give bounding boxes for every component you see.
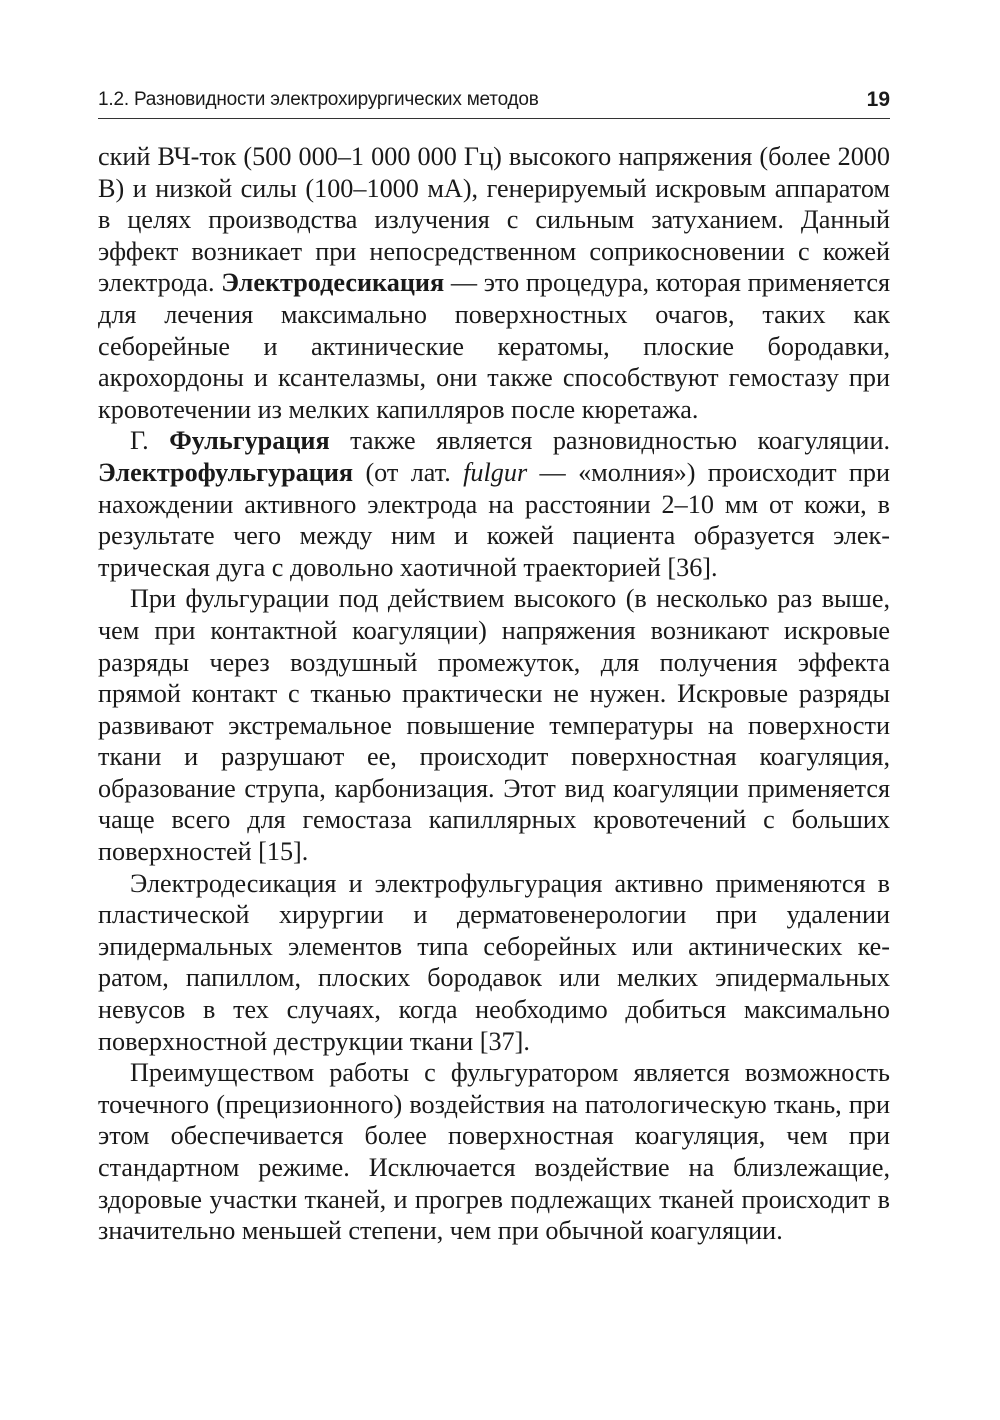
term-fulguration: Фульгурация: [169, 426, 330, 456]
term-electrofulguration: Электрофульгурация: [98, 457, 354, 487]
paragraph-2-text-b: также является разновидностью коагуляции.: [329, 426, 891, 456]
running-header: [98, 88, 890, 119]
section-title: 1.2. Разновидности электрохирургических методов: [98, 89, 539, 110]
paragraph-2-text-c: (от лат.: [353, 457, 464, 487]
term-electrodesiccation: Электродесикация: [221, 268, 445, 298]
page-number: 19: [866, 88, 890, 111]
paragraph-1-text-b: — это процедура, которая применяется для лечения максимально поверхностных очагов, таких как себорейные и актинические кератомы, плоские бородавки, акрохордоны и ксантелазмы, они также способствуют гемостазу при кровотечении из мелких капилляров после кюретажа.: [98, 268, 891, 424]
paragraph-1-text-a: ский ВЧ-ток (500 000–1 000 000 Гц) высокого напряжения (более 2000 В) и низкой силы (100–1000 мА), генерируемый искровым аппаратом в целях производства излучения с сильным затуханием. Данный эффект возникает при непосредственном соприкосновении с кожей электрода.: [98, 142, 890, 298]
latin-word: fulgur: [463, 457, 528, 487]
paragraph-2: [98, 425, 890, 583]
paragraph-2-text-a: Г.: [130, 426, 170, 456]
paragraph-3: При фульгурации под действием высокого (в несколько раз выше, чем при контактной коагуляции) напряжения возникают искровые разряды через воздушный промежуток, для получения эффекта прямой контакт с тканью практически не нужен. Искровые разряды развивают экстремальное повышение температуры на поверхности ткани и разрушают ее, происходит поверхностная коагуляция, образование струпа, карбонизация. Этот вид коагуляции применяется чаще всего для гемостаза капиллярных кровотечений с больших поверхностей [15].: [98, 584, 890, 867]
paragraph-5: Преимуществом работы с фульгуратором является возможность точечного (прецизионного) воздействия на патологическую ткань, при этом обеспечивается более поверхностная коагуляция, чем при стандартном режиме. Исключается воздействие на близлежащие, здоровые участки тканей, и прогрев подлежащих тканей происходит в значительно меньшей степени, чем при обычной коагуляции.: [98, 1058, 890, 1246]
paragraph-1: [98, 141, 890, 425]
paragraph-2-text-d: — «молния») происходит при нахождении активного электрода на расстоянии 2–10 мм от кожи, в результате чего между ним и кожей пациента образуется электрическая дуга с довольно хаотичной траекторией [36].: [98, 457, 890, 582]
body-text: [98, 141, 890, 1247]
book-page: [98, 88, 890, 1247]
paragraph-4: Электродесикация и электрофульгурация активно применяются в пластической хирургии и дерматовенерологии при удалении эпидермальных элементов типа себорейных или актинических кератом, папиллом, плоских бородавок или мелких эпидермальных невусов в тех случаях, когда необходимо добиться максимально поверхностной деструкции ткани [37].: [98, 868, 890, 1056]
